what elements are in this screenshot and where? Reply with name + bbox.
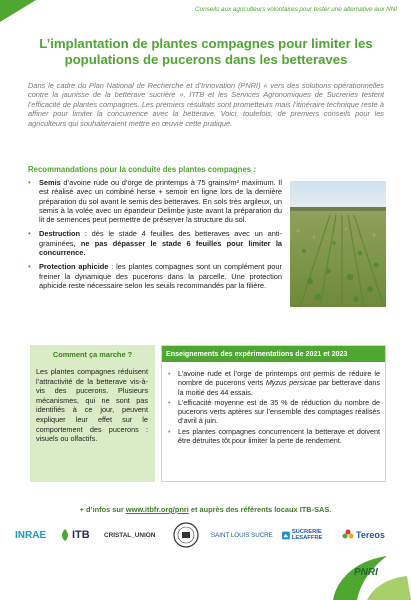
inrae-logo-text: INRAE <box>15 529 47 541</box>
info-suffix: et auprès des référents locaux ITB-SAS. <box>188 505 332 514</box>
findings-box <box>161 345 386 482</box>
item-tail: par betterave dans la moitié des 44 essais. <box>178 378 380 397</box>
list-item <box>28 262 282 290</box>
findings-list <box>168 369 380 446</box>
item-text: Les plantes compagnes concurrencent la betterave et doivent être détruites tôt pour limiter la perte de rendement. <box>178 426 380 446</box>
bullet-icon: • <box>28 229 31 239</box>
lesaffre-icon <box>282 530 290 541</box>
how-it-works-title: Comment ça marche ? <box>52 350 133 359</box>
pnri-logo-text: PNRI <box>354 567 378 578</box>
pnri-logo <box>327 548 411 600</box>
tereos-logo-text: Tereos <box>356 530 385 540</box>
field-photo <box>290 181 386 307</box>
bullet-icon: • <box>168 369 171 378</box>
item-text: : les plantes compagnes sont un complément pour freiner la dynamique des pucerons dans la parcelle. Une protection aphicide reste nécessaire selon les seuils recommandés par la filière. <box>39 262 282 290</box>
list-item <box>28 178 282 224</box>
list-item <box>28 229 282 257</box>
header-note: Conseils aux agriculteurs volontaires pour tester une alternative aux NNI <box>195 6 397 13</box>
itb-logo-text: ITB <box>72 529 90 541</box>
page-title: L’implantation de plantes compagnes pour limiter les populations de pucerons dans les betteraves <box>39 36 373 67</box>
item-italic: Myzus persicae <box>265 378 317 388</box>
findings-title: Enseignements des expérimentations de 2021 et 2023 <box>162 346 385 362</box>
info-prefix: + d’infos sur <box>79 505 126 514</box>
itb-leaf-icon <box>60 528 70 542</box>
tereos-flower-icon <box>342 529 354 541</box>
how-it-works-text: Les plantes compagnes réduisent l’attractivité de la betterave vis-à-vis des pucerons. Plusieurs mécanismes, qui ne sont pas identifiés à ce jour, peuvent expliquer leur effet sur le comportement des pucerons : visuels ou olfactifs. <box>36 367 148 444</box>
bullet-icon: • <box>168 397 171 407</box>
item-text: d’avoine rude ou d’orge de printemps à 75 grains/m² maximum. Il est réalisé avec un combiné herse + semoir en ligne lors de la dernière préparation du sol avant le semis des betteraves. En sols très argileux, un semis à la volée avec un épandeur Delimbe juste avant la préparation du lit de semences peut permettre de préserver la structure du sol. <box>39 178 282 225</box>
inrae-logo <box>15 522 59 548</box>
list-item <box>168 427 380 446</box>
seal-icon <box>173 522 199 548</box>
cristal-union-logo <box>104 522 162 548</box>
recommendations-title: Recommandations pour la conduite des plantes compagnes : <box>28 165 256 174</box>
info-link[interactable]: www.itbfr.org/pnri <box>125 505 189 514</box>
bullet-icon: • <box>28 178 31 187</box>
sucrerie-lesaffre-logo-text: SUCRERIE LESAFFRE <box>291 529 323 541</box>
bullet-icon: • <box>168 426 171 436</box>
sucrerie-seal-logo <box>165 522 207 548</box>
cristal-union-logo-text: CRISTAL_UNION <box>104 531 156 539</box>
bullet-icon: • <box>28 262 31 272</box>
list-item <box>168 369 380 397</box>
intro-paragraph: Dans le cadre du Plan National de Recherche et d’Innovation (PNRI) « vers des solutions opérationnelles contre la jaunisse de la betterave sucrière », l’ITB et les Services Agronomiques de Sucreries testent l’efficacité de plantes compagnes. Les premiers résultats sont prometteurs mais l’itinéraire technique reste à affiner pour limiter la concurrence avec la betterave. Voici, toutefois, de premiers conseils pour les agriculteurs qui souhaiteraient mettre en œuvre cette pratique. <box>28 81 384 128</box>
item-term: Destruction <box>39 229 81 239</box>
item-tail: . <box>83 248 86 258</box>
how-it-works-box <box>30 345 155 482</box>
info-line <box>0 505 411 514</box>
green-corner-decoration <box>0 0 36 22</box>
item-emphasis: ne pas dépasser le stade 6 feuilles pour limiter la concurrence <box>39 238 282 258</box>
top-bar <box>0 0 411 22</box>
sucrerie-lesaffre-logo <box>282 522 336 548</box>
partner-logos <box>12 522 404 550</box>
recommendations-list <box>28 178 282 295</box>
item-text: L’avoine rude et l’orge de printemps ont permis de réduire le nombre de pucerons verts <box>178 369 380 388</box>
item-text: L’efficacité moyenne est de 35 % de réduction du nombre de pucerons verts aptères sur l’ensemble des comptages réalisés d’avril à juin. <box>178 397 380 426</box>
itb-logo <box>60 522 98 548</box>
tereos-logo <box>342 522 400 548</box>
saint-louis-sucre-logo <box>211 522 277 548</box>
item-term: Semis <box>39 178 61 187</box>
list-item <box>168 398 380 426</box>
item-term: Protection aphicide <box>39 262 109 272</box>
item-text: : dès le stade 4 feuilles des betteraves avec un anti-graminées, <box>39 229 282 248</box>
saint-louis-sucre-logo-text: SAINT LOUIS SUCRE <box>211 531 273 539</box>
